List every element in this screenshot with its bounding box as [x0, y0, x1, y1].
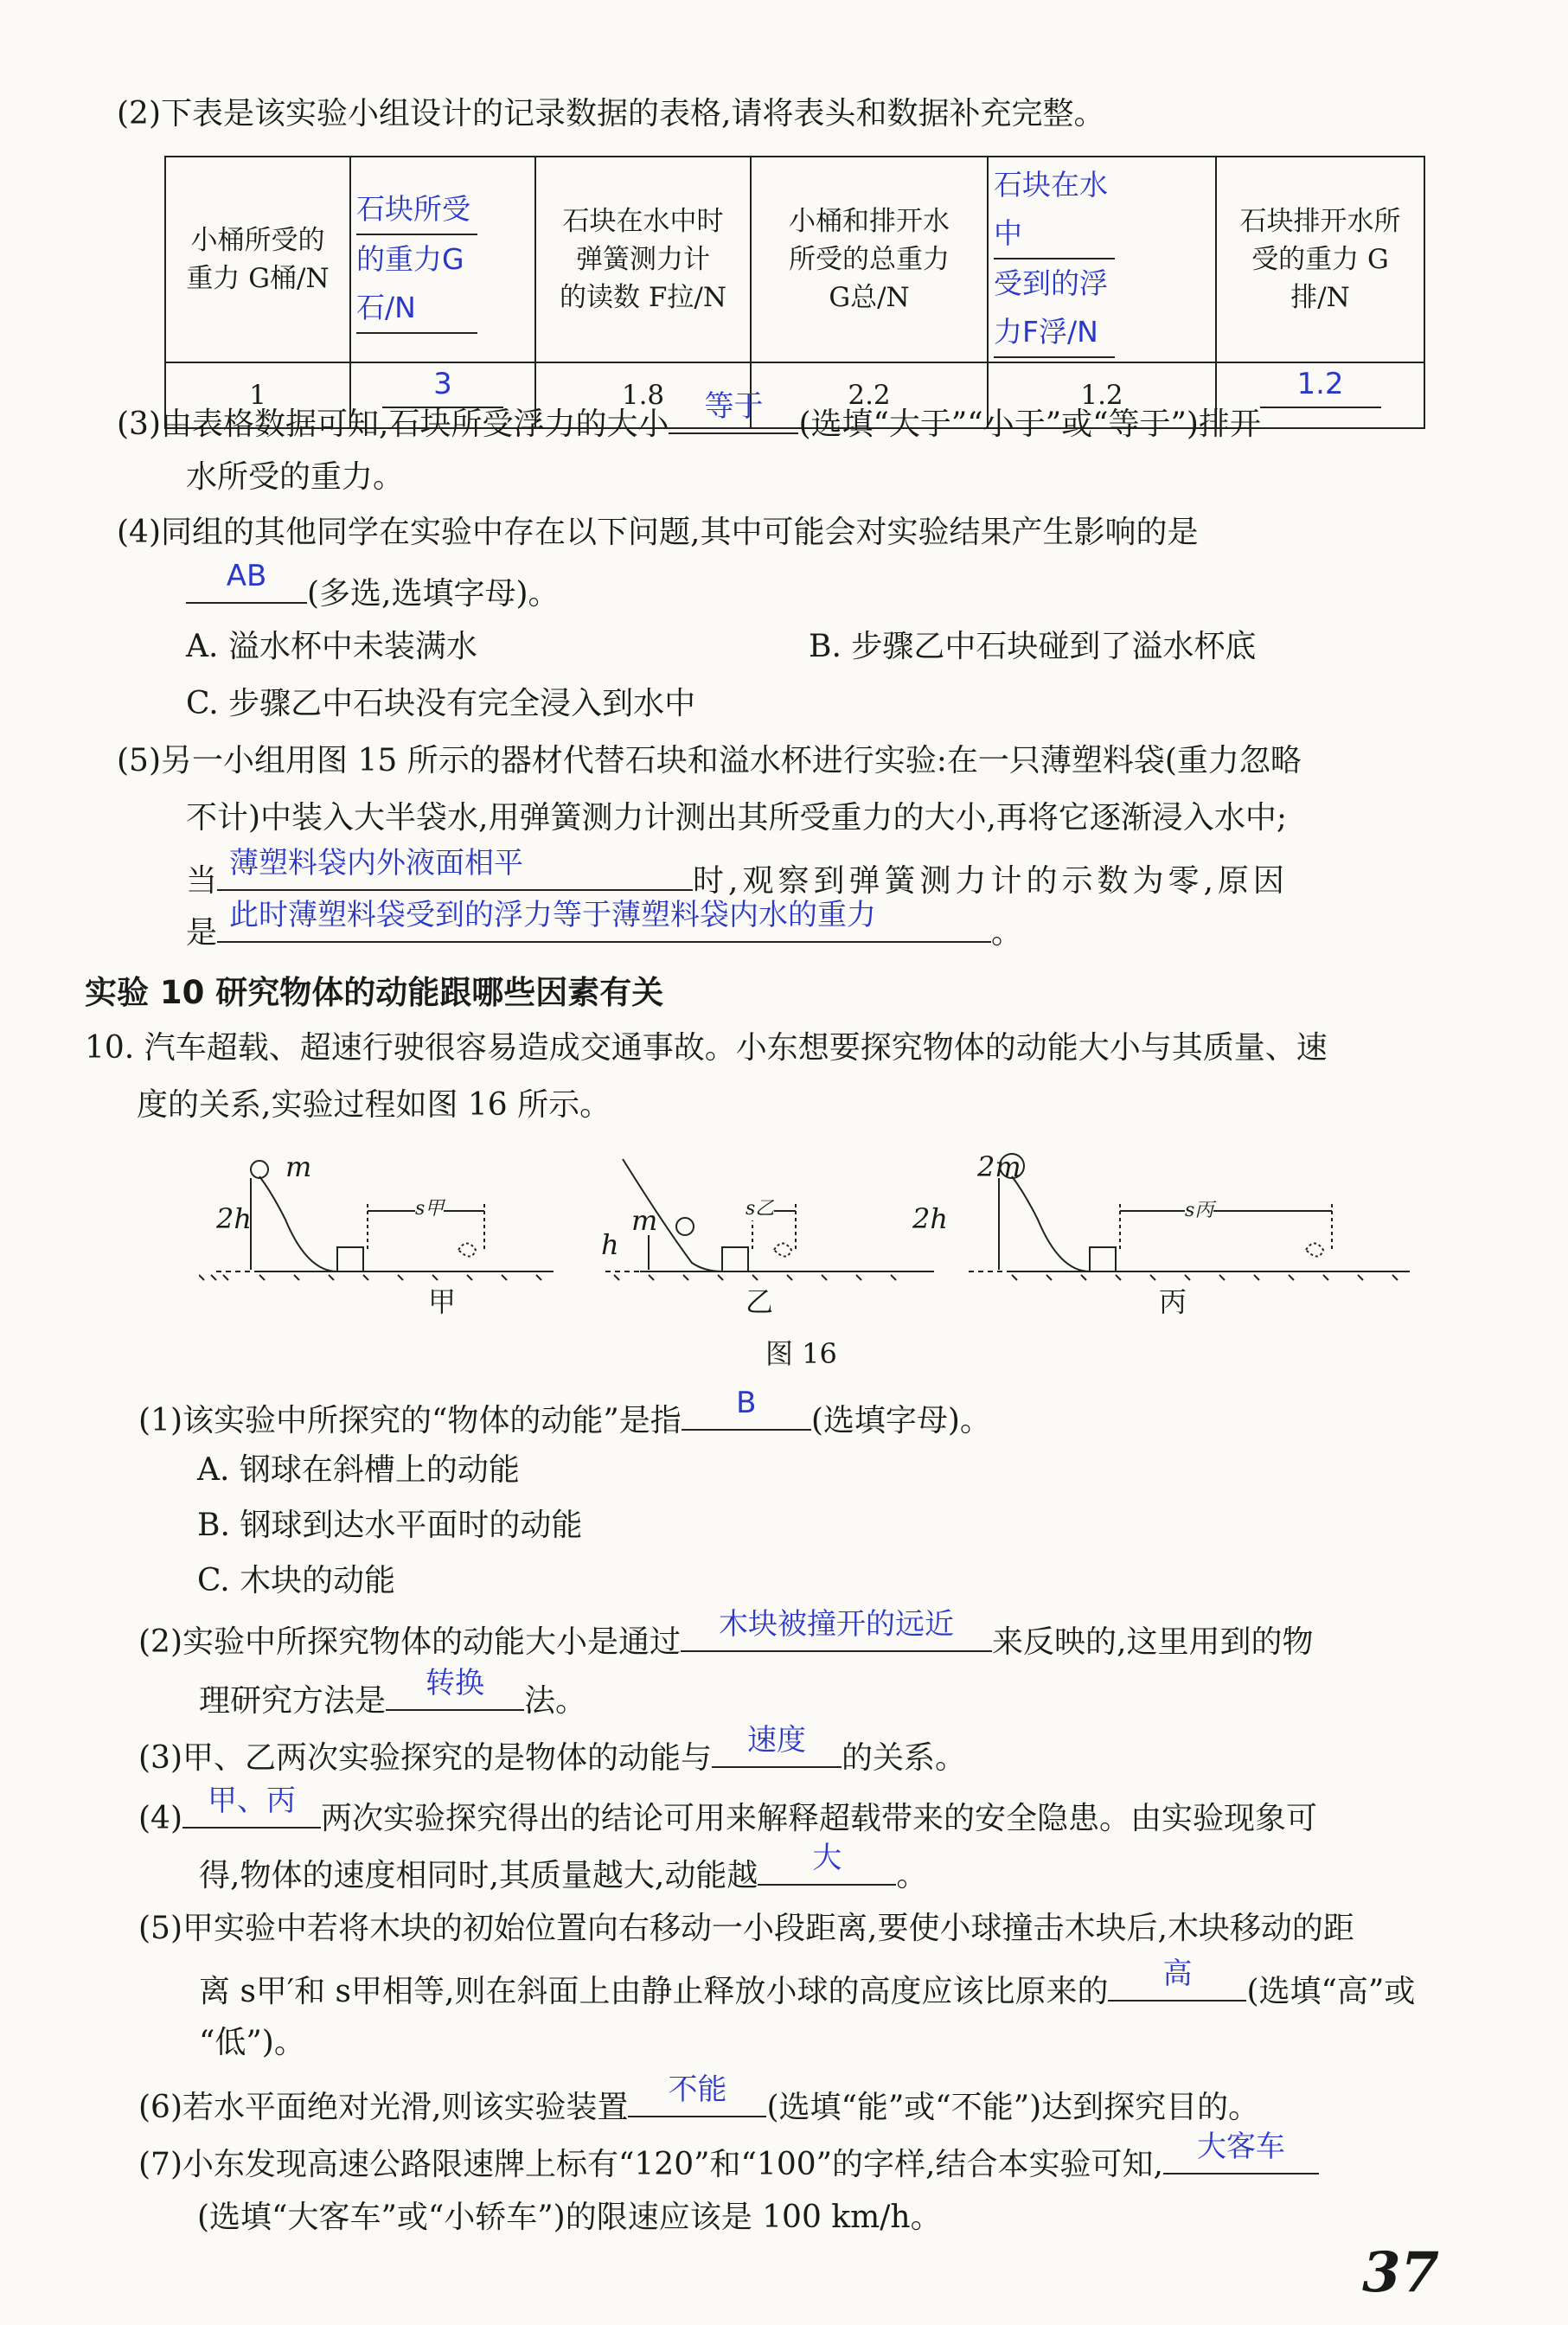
answer-blank: [182, 1784, 321, 1829]
q10-4-line1: (4) 甲、丙 两次实验探究得出的结论可用来解释超载带来的安全隐患。由实验现象可: [138, 1792, 1317, 1840]
figure-caption: 图 16: [765, 1337, 837, 1370]
label-mass-jia: m: [285, 1150, 312, 1183]
handwritten-answer: 石块在水中: [994, 161, 1115, 259]
q10-4-line2: 得,物体的速度相同时,其质量越大,动能越 大 。: [199, 1849, 927, 1897]
q5-line4: 是 此时薄塑料袋受到的浮力等于薄塑料袋内水的重力 。: [186, 906, 1022, 954]
header-cell-displaced-water-weight: 石块排开水所 受的重力 G排/N: [1216, 157, 1424, 362]
label-dist-bing: s丙: [1185, 1195, 1213, 1222]
q10-7-line2: (选填“大客车”或“小轿车”)的限速应该是 100 km/h。: [197, 2200, 942, 2235]
handwritten-answer: 此时薄塑料袋受到的浮力等于薄塑料袋内水的重力: [229, 898, 877, 932]
q10-stem-line1: 10. 汽车超载、超速行驶很容易造成交通事故。小东想要探究物体的动能大小与其质量、速: [85, 1030, 1328, 1066]
q10-1-option-c: C. 木块的动能: [197, 1563, 396, 1598]
q4-line2: AB (多选,选填字母)。: [186, 567, 560, 615]
handwritten-answer: AB: [226, 559, 267, 593]
handwritten-answer: 受到的浮力F浮/N: [994, 259, 1115, 358]
answer-blank: [628, 2072, 766, 2117]
panel-jia: [199, 1161, 554, 1280]
q10-1-option-a: A. 钢球在斜槽上的动能: [197, 1452, 520, 1488]
q10-7-line1: (7)小东发现高速公路限速牌上标有“120”和“100”的字样,结合本实验可知, 大客车: [138, 2138, 1319, 2186]
header-cell-bucket-weight: 小桶所受的 重力 G桶/N: [165, 157, 350, 362]
q10-5-line1: (5)甲实验中若将木块的初始位置向右移动一小段距离,要使小球撞击木块后,木块移动的距: [138, 1911, 1354, 1946]
answer-blank: [758, 1841, 896, 1886]
label-mass-bing: 2m: [977, 1150, 1021, 1183]
handwritten-answer: 速度: [747, 1723, 806, 1758]
handwritten-answer: 大客车: [1196, 2130, 1285, 2164]
answer-blank: [681, 1607, 992, 1652]
handwritten-answer: B: [736, 1386, 757, 1420]
answer-blank: [186, 559, 307, 604]
q10-1-option-b: B. 钢球到达水平面时的动能: [197, 1508, 583, 1543]
q10-2-line2: 理研究方法是 转换 法。: [199, 1675, 586, 1722]
q5-line2: 不计)中装入大半袋水,用弹簧测力计测出其所受重力的大小,再将它逐渐浸入水中;: [186, 800, 1288, 836]
label-height-yi: h: [601, 1228, 619, 1261]
handwritten-answer: 转换: [426, 1666, 485, 1701]
q10-5-line2: 离 s甲′和 s甲相等,则在斜面上由静止释放小球的高度应该比原来的 高 (选填“高”或: [199, 1965, 1415, 2013]
q10-stem-line2: 度的关系,实验过程如图 16 所示。: [137, 1087, 611, 1123]
q10-1-line: (1)该实验中所探究的“物体的动能”是指 B (选填字母)。: [138, 1394, 991, 1442]
answer-blank: [386, 1666, 524, 1711]
figure-16-diagram: [199, 1142, 1410, 1332]
q10-3-line: (3)甲、乙两次实验探究的是物体的动能与 速度 的关系。: [138, 1732, 966, 1779]
header-cell-stone-weight: [350, 157, 535, 362]
panel-name-yi: 乙: [746, 1285, 774, 1318]
handwritten-answer: 1.2: [1296, 367, 1344, 401]
handwritten-answer: 不能: [668, 2072, 727, 2107]
handwritten-answer: 甲、丙: [208, 1784, 296, 1818]
handwritten-answer: 3: [433, 367, 452, 401]
q3-line1: (3)由表格数据可知,石块所受浮力的大小 等于 (选填“大于”“小于”或“等于”)排开: [117, 398, 1261, 445]
table-cell: 1: [165, 362, 350, 428]
answer-blank: [217, 846, 693, 891]
answer-blank: [712, 1723, 842, 1768]
handwritten-answer: 大: [812, 1841, 842, 1875]
q3-line2: 水所受的重力。: [186, 459, 405, 495]
handwritten-answer: 的重力G石/N: [356, 235, 477, 334]
table-header-row: [165, 157, 1424, 362]
header-cell-buoyancy: [988, 157, 1216, 362]
handwritten-answer: 高: [1162, 1957, 1193, 1991]
table-cell: 1.8: [535, 362, 751, 428]
q5-line1: (5)另一小组用图 15 所示的器材代替石块和溢水杯进行实验:在一只薄塑料袋(重力忽略: [117, 743, 1302, 778]
q10-6-line: (6)若水平面绝对光滑,则该实验装置 不能 (选填“能”或“不能”)达到探究目的。: [138, 2081, 1259, 2129]
q4-option-a: A. 溢水杯中未装满水: [186, 629, 477, 664]
q4-option-c: C. 步骤乙中石块没有完全浸入到水中: [186, 686, 696, 721]
answer-blank: [217, 898, 991, 943]
table-cell: 2.2: [751, 362, 988, 428]
page-number: 37: [1362, 2240, 1440, 2305]
label-mass-yi: m: [631, 1204, 658, 1237]
answer-blank: [1108, 1957, 1246, 2002]
label-height-bing: 2h: [912, 1202, 948, 1235]
q10-2-line1: (2)实验中所探究物体的动能大小是通过 木块被撞开的远近 来反映的,这里用到的物: [138, 1616, 1313, 1663]
table-cell: 1.2: [988, 362, 1216, 428]
panel-name-jia: 甲: [428, 1285, 457, 1318]
answer-blank: [669, 389, 798, 434]
handwritten-answer: 等于: [704, 389, 764, 424]
q4-line1: (4)同组的其他同学在实验中存在以下问题,其中可能会对实验结果产生影响的是: [117, 515, 1199, 550]
q2-prompt: (2)下表是该实验小组设计的记录数据的表格,请将表头和数据补充完整。: [117, 96, 1105, 131]
handwritten-answer: 木块被撞开的远近: [719, 1607, 954, 1642]
handwritten-answer: 石块所受: [356, 185, 477, 235]
answer-blank: [682, 1386, 811, 1431]
q5-line3: 当 薄塑料袋内外液面相平 时,观察到弹簧测力计的示数为零,原因: [186, 855, 1289, 902]
panel-name-bing: 丙: [1159, 1285, 1187, 1318]
answer-blank: [1163, 2130, 1319, 2174]
q10-5-line3: “低”)。: [199, 2025, 305, 2060]
header-cell-total-weight: 小桶和排开水 所受的总重力 G总/N: [751, 157, 988, 362]
label-dist-yi: s乙: [746, 1194, 774, 1220]
q4-option-b: B. 步骤乙中石块碰到了溢水杯底: [809, 629, 1257, 664]
label-dist-jia: s甲: [415, 1194, 444, 1220]
header-cell-spring-reading: 石块在水中时 弹簧测力计 的读数 F拉/N: [535, 157, 751, 362]
handwritten-answer: 薄塑料袋内外液面相平: [229, 846, 524, 881]
experiment-heading: 实验 10 研究物体的动能跟哪些因素有关: [85, 974, 664, 1011]
label-height-jia: 2h: [216, 1202, 252, 1235]
